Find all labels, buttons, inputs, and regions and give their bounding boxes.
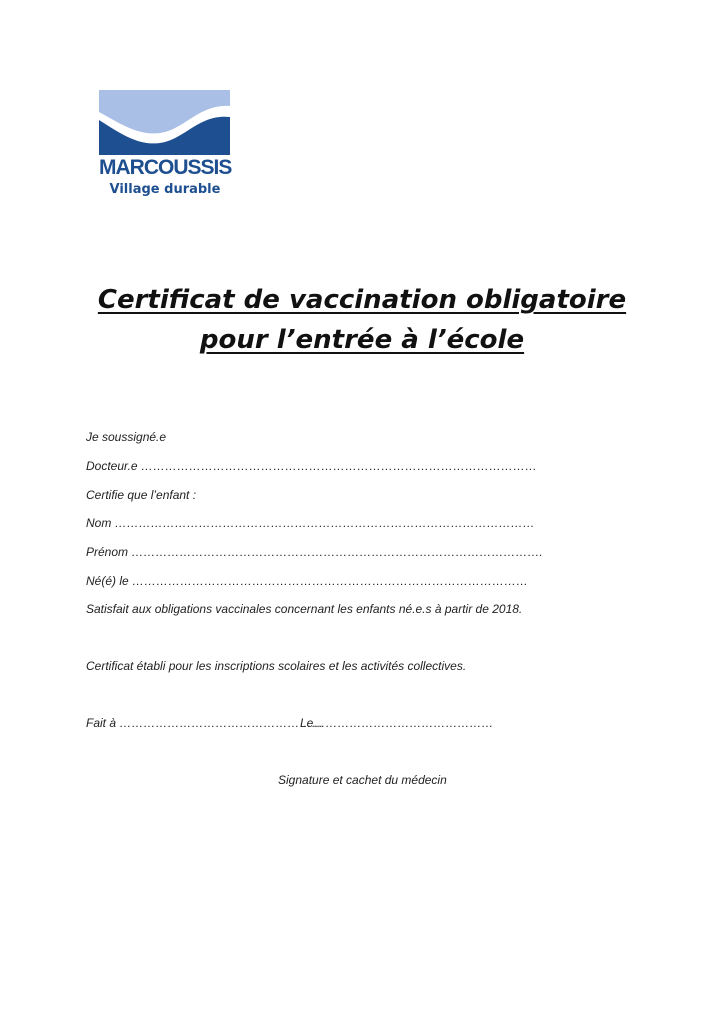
signature-label: Signature et cachet du médecin: [278, 773, 447, 787]
marcoussis-logo: [99, 90, 231, 205]
title-line-2: pour l’entrée à l’école: [199, 325, 525, 355]
title-line-1: Certificat de vaccination obligatoire: [97, 285, 627, 315]
obligations-statement: Satisfait aux obligations vaccinales concernant les enfants né.e.s à partir de 2018.: [86, 602, 523, 616]
soussigne-line: Je soussigné.e: [86, 430, 167, 444]
fait-a-field[interactable]: Fait à ……………………………………………: [86, 716, 324, 730]
nom-field[interactable]: Nom ……………………………………………………………………………………………: [86, 516, 535, 530]
prenom-field[interactable]: Prénom ………………………………………………………………………………………….: [86, 545, 543, 559]
date-naissance-field[interactable]: Né(é) le ………………………………………………………………………………………: [86, 574, 529, 588]
purpose-statement: Certificat établi pour les inscriptions scolaires et les activités collectives.: [86, 659, 467, 673]
document-title: [0, 280, 724, 360]
logo-landscape-icon: [99, 90, 230, 155]
certifie-line: Certifie que l’enfant :: [86, 488, 197, 502]
logo-tagline: Village durable: [109, 182, 221, 197]
docteur-field[interactable]: Docteur.e ………………………………………………………………………………………: [86, 459, 537, 473]
date-field[interactable]: Le………………………………………: [300, 716, 494, 730]
logo-name: MARCOUSSIS: [99, 156, 232, 179]
